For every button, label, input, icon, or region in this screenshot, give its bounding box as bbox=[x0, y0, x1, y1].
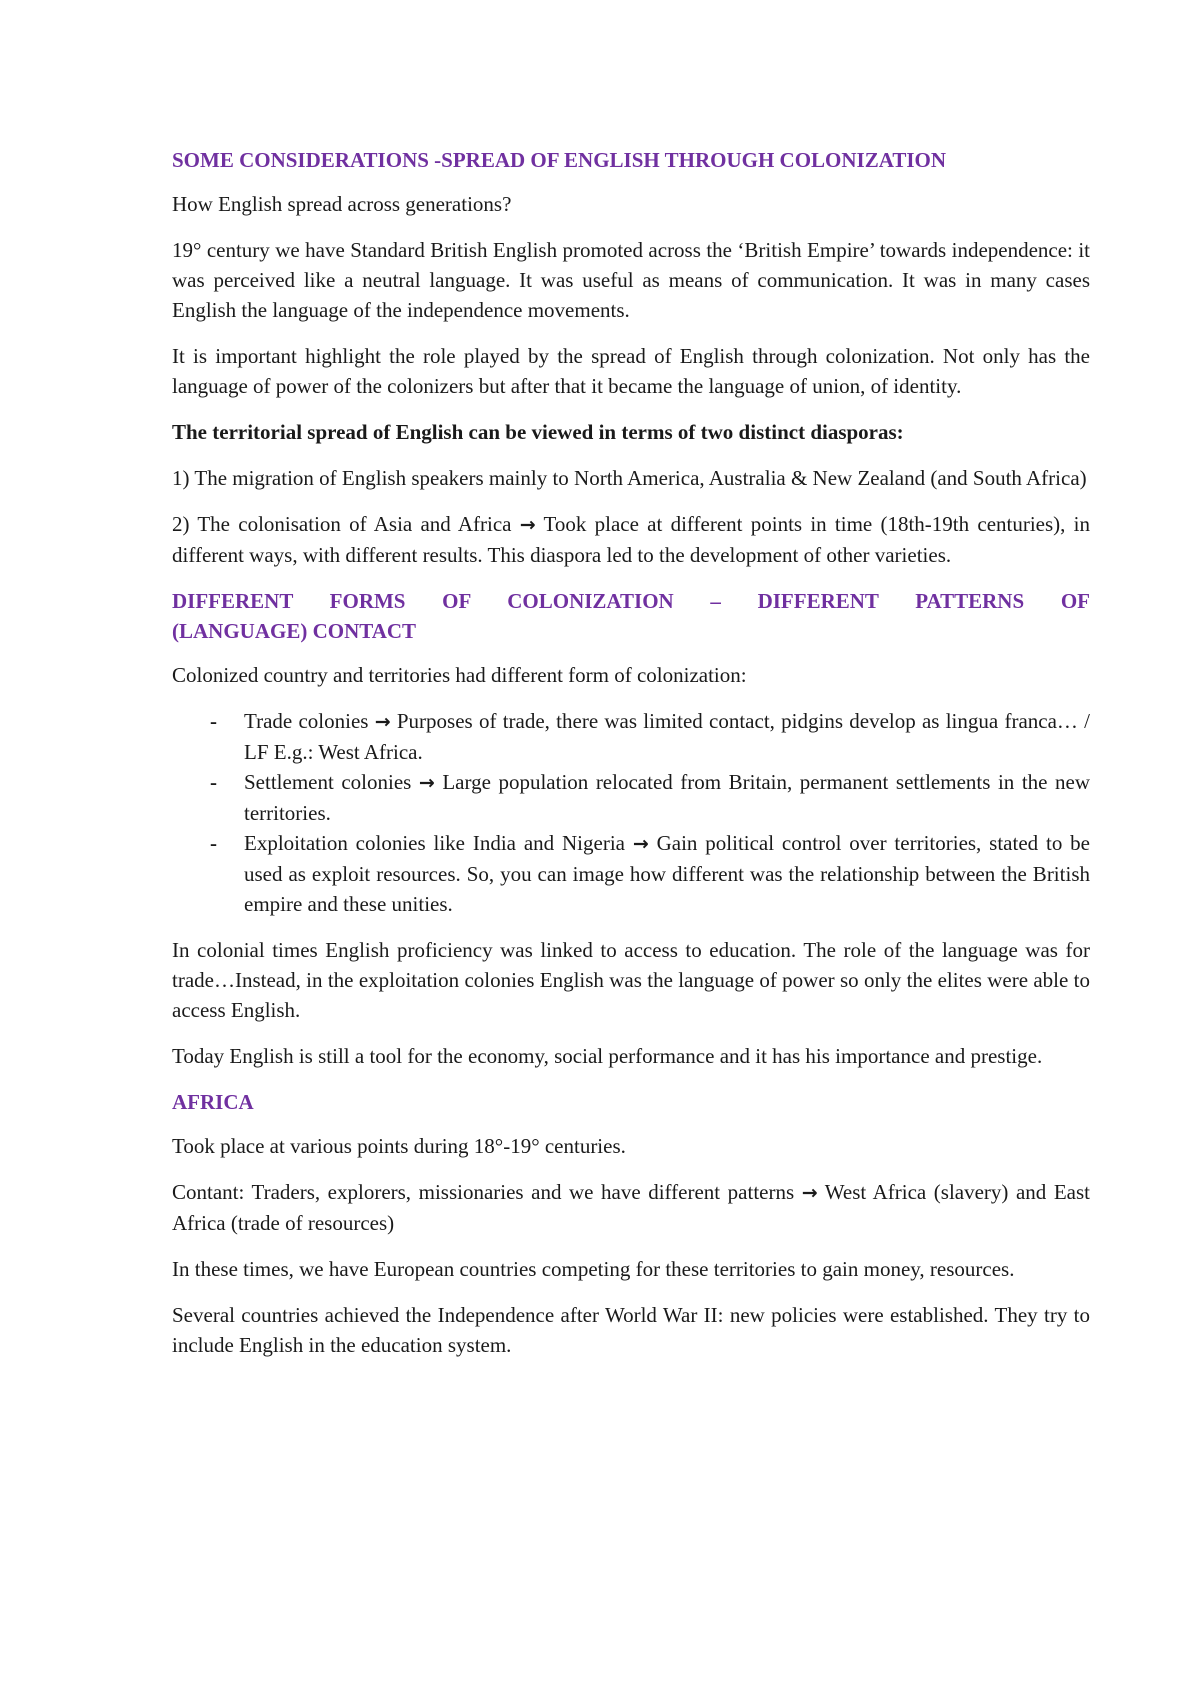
paragraph-question: How English spread across generations? bbox=[172, 192, 512, 216]
list-item-exploitation-colonies bbox=[172, 828, 1090, 919]
paragraph-colonial-times: In colonial times English proficiency was linked to access to education. The role of the language was for trade…Instead, in the exploitation colonies English was the language of power so only the elites were able to access English. bbox=[172, 938, 1090, 1022]
arrow-right-icon: → bbox=[801, 1182, 818, 1204]
bullet-text-b: Large population relocated from Britain, permanent settlements in the new territories. bbox=[244, 770, 1091, 825]
paragraph-independence: Several countries achieved the Independence after World War II: new policies were established. They try to include English in the education system. bbox=[172, 1303, 1090, 1357]
arrow-right-icon: → bbox=[418, 772, 435, 794]
bullet-text-b: Gain political control over territories, stated to be used as exploit resources. So, you can image how different was the relationship between the British empire and these unities. bbox=[244, 831, 1090, 916]
paragraph-19th-century: 19° century we have Standard British English promoted across the ‘British Empire’ towards independence: it was perceived like a neutral language. It was useful as means of communication. It was in many cases English the language of the independence movements. bbox=[172, 238, 1090, 322]
section-heading-forms-of-colonization: DIFFERENT FORMS OF COLONIZATION – DIFFERENT PATTERNS OF bbox=[172, 589, 1090, 613]
bullet-text-a: Trade colonies bbox=[244, 709, 375, 733]
paragraph-africa-contact bbox=[172, 1177, 1090, 1238]
africa-contact-text-b: West Africa (slavery) and East Africa (trade of resources) bbox=[172, 1180, 1090, 1235]
colonization-types-list bbox=[172, 706, 1090, 919]
list-item-settlement-colonies bbox=[172, 767, 1090, 828]
bullet-text-b: Purposes of trade, there was limited contact, pidgins develop as lingua franca… / LF E.g.: West Africa. bbox=[244, 709, 1090, 764]
bullet-text-a: Settlement colonies bbox=[244, 770, 419, 794]
arrow-right-icon: → bbox=[374, 711, 391, 733]
paragraph-european-competition: In these times, we have European countries competing for these territories to gain money, resources. bbox=[172, 1257, 1015, 1281]
section-heading-spread-of-english: SOME CONSIDERATIONS -SPREAD OF ENGLISH THROUGH COLONIZATION bbox=[172, 148, 947, 172]
diaspora-2-text-b: Took place at different points in time (18th-19th centuries), in different ways, with different results. This diaspora led to the development of other varieties. bbox=[172, 512, 1090, 567]
bullet-dash: - bbox=[210, 709, 217, 733]
paragraph-diaspora-2 bbox=[172, 509, 1090, 570]
arrow-right-icon: → bbox=[519, 514, 536, 536]
paragraph-africa-time: Took place at various points during 18°-19° centuries. bbox=[172, 1134, 626, 1158]
bullet-dash: - bbox=[210, 831, 217, 855]
paragraph-role-of-colonization: It is important highlight the role played by the spread of English through colonization. Not only has the language of power of the colonizers but after that it became the language of union, of identity. bbox=[172, 344, 1090, 398]
paragraph-diaspora-1: 1) The migration of English speakers mainly to North America, Australia & New Zealand (and South Africa) bbox=[172, 466, 1087, 490]
paragraph-colonized-intro: Colonized country and territories had different form of colonization: bbox=[172, 663, 747, 687]
list-item-trade-colonies bbox=[172, 706, 1090, 767]
section-heading-forms-of-colonization-line2: (LANGUAGE) CONTACT bbox=[172, 619, 417, 643]
paragraph-today-english: Today English is still a tool for the economy, social performance and it has his importance and prestige. bbox=[172, 1044, 1043, 1068]
bullet-dash: - bbox=[210, 770, 217, 794]
africa-contact-text-a: Contant: Traders, explorers, missionaries and we have different patterns bbox=[172, 1180, 802, 1204]
paragraph-diasporas-intro: The territorial spread of English can be viewed in terms of two distinct diasporas: bbox=[172, 420, 904, 444]
section-heading-africa: AFRICA bbox=[172, 1090, 254, 1114]
document-page bbox=[172, 145, 1090, 1376]
diaspora-2-text-a: 2) The colonisation of Asia and Africa bbox=[172, 512, 520, 536]
bullet-text-a: Exploitation colonies like India and Nigeria bbox=[244, 831, 633, 855]
arrow-right-icon: → bbox=[632, 833, 649, 855]
